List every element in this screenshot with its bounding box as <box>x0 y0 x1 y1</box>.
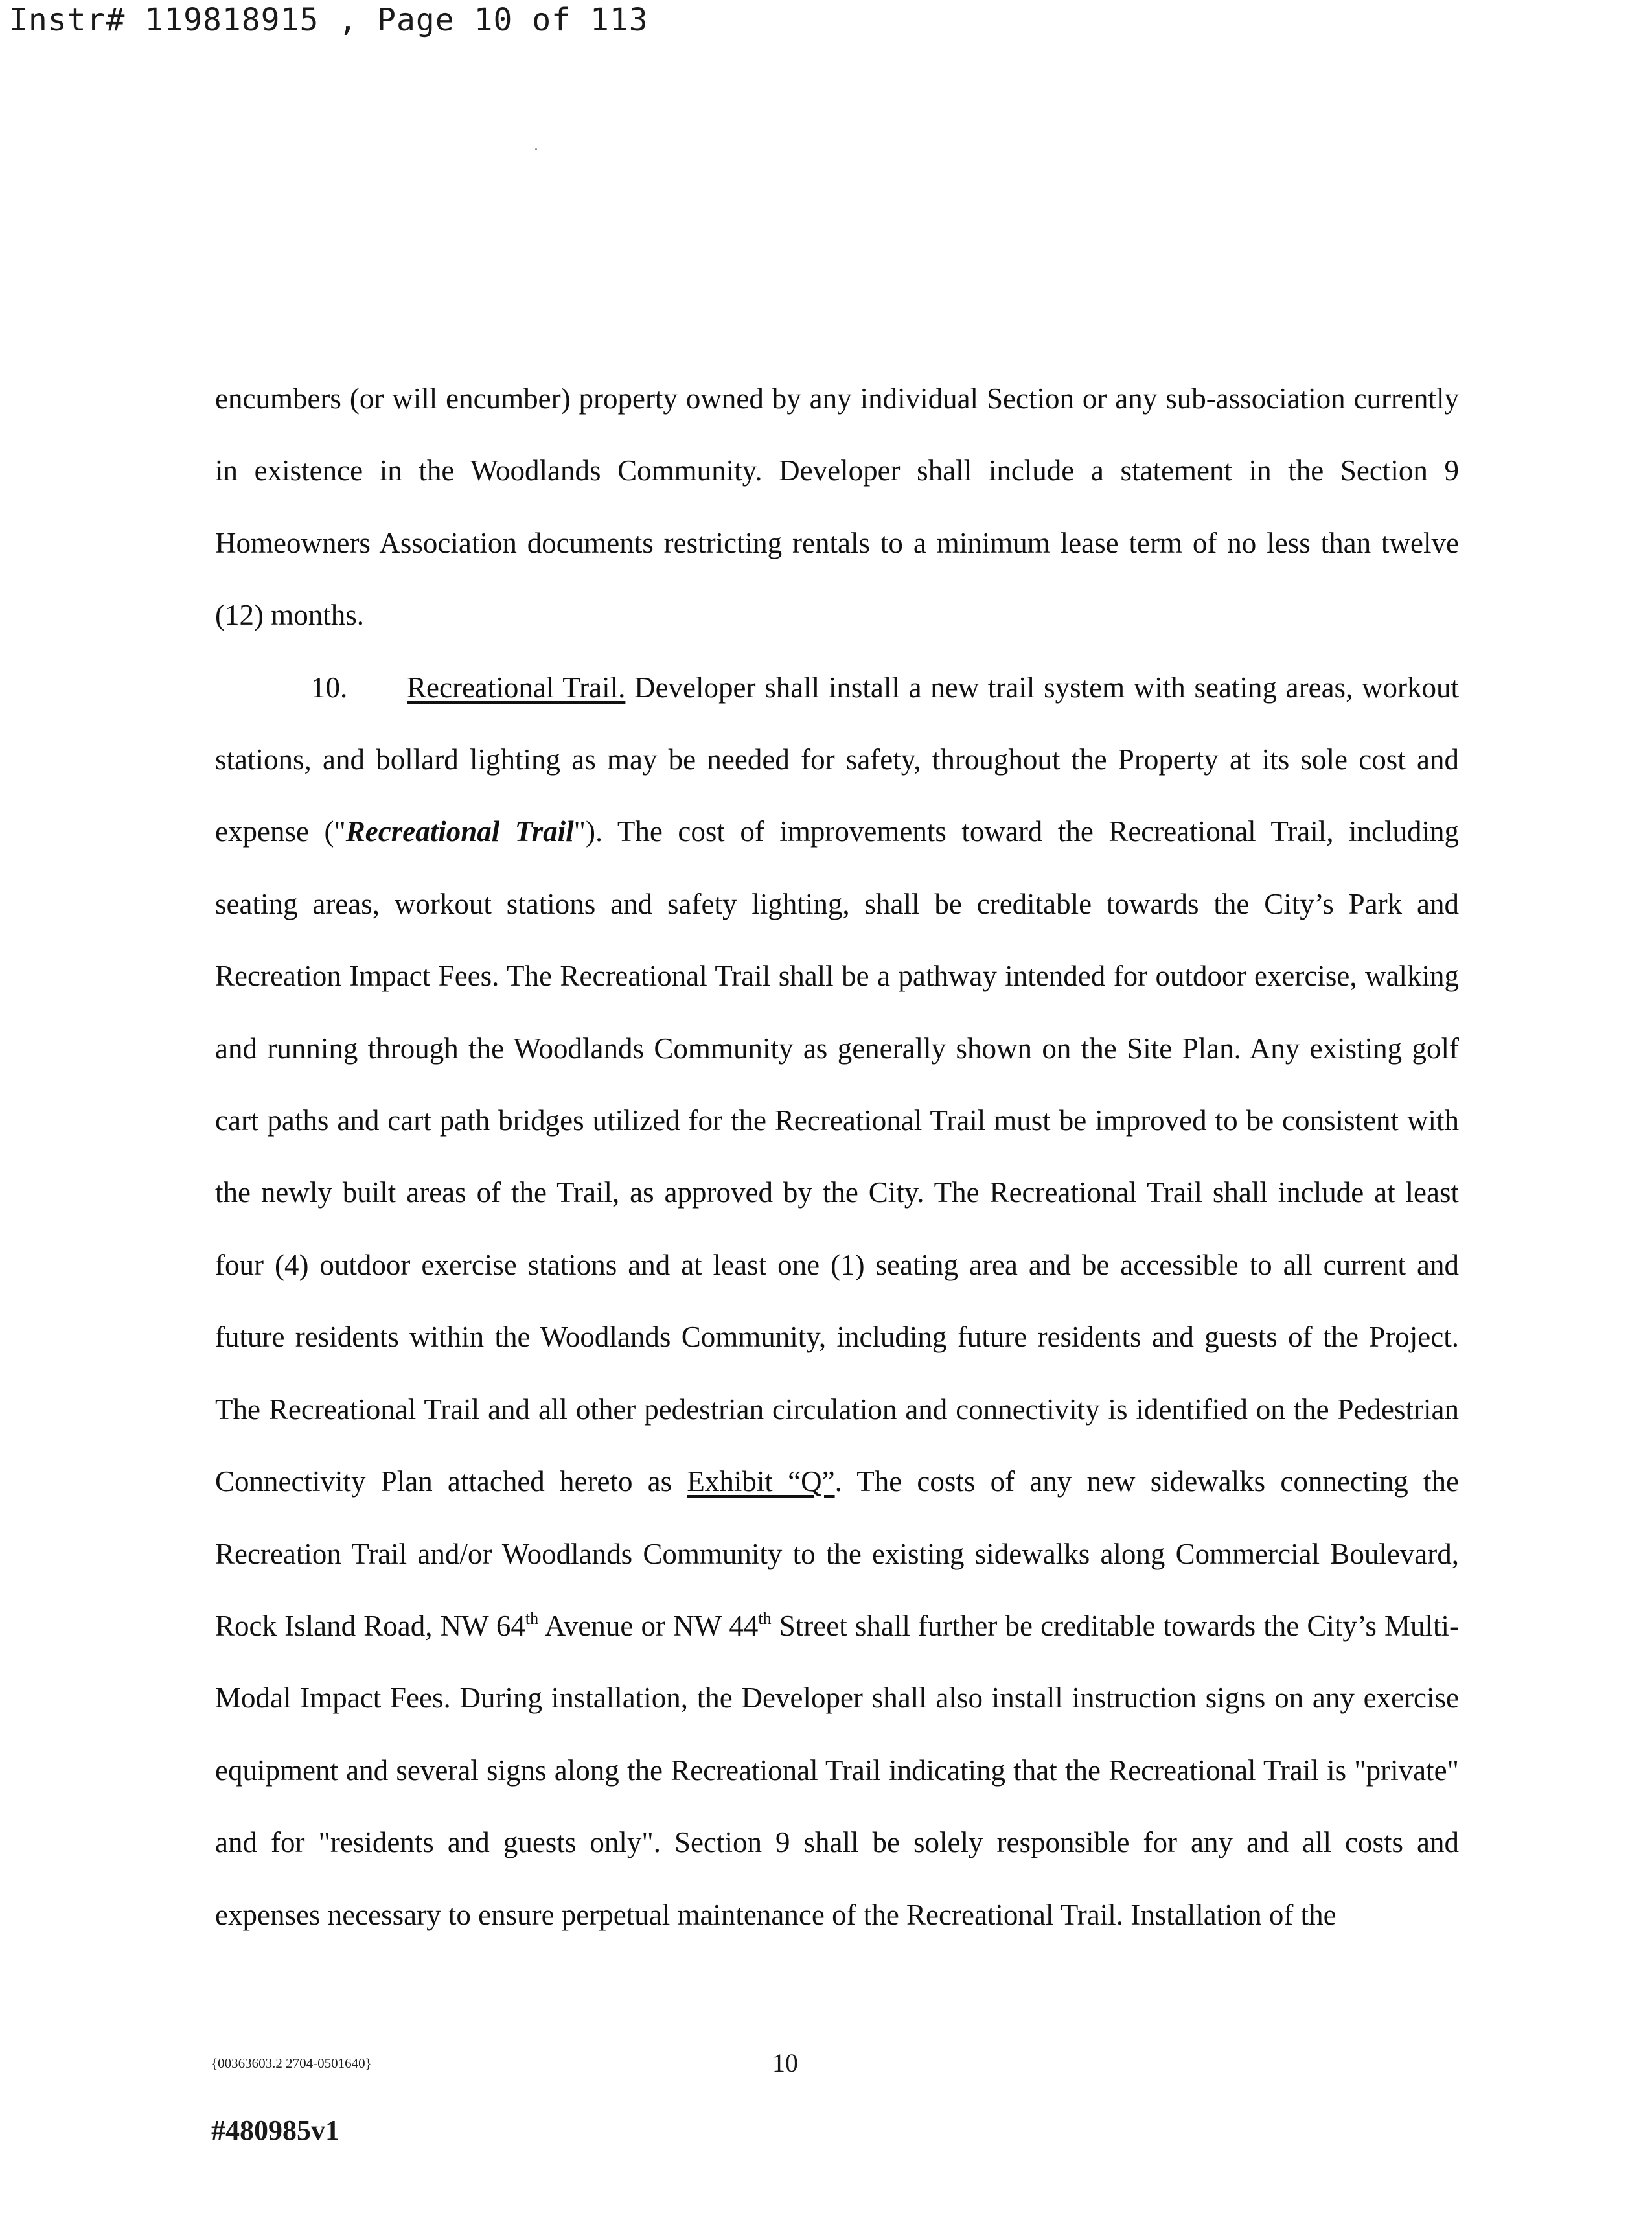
section-text-1: Developer shall install a new trail system with seating areas, workout stations, and bollard lighting as may be needed for safety, throughout the Property at its sole cost and expense (" <box>215 671 1460 848</box>
ordinal-suffix-1: th <box>525 1608 539 1628</box>
section-10-paragraph <box>215 652 1459 1951</box>
section-text-3: . The costs of any new sidewalks connecting the Recreation Trail and/or Woodlands Community to the existing sidewalks along Commercial Boulevard, Rock Island Road, NW 64 <box>215 1465 1460 1642</box>
footer-document-id: {00363603.2 2704-0501640} <box>211 2055 372 2071</box>
continuation-paragraph: encumbers (or will encumber) property owned by any individual Section or any sub-association currently in existence in the Woodlands Community. Developer shall include a statement in the Section 9 Homeowners Association documents restricting rentals to a minimum lease term of no less than twelve (12) months. <box>215 382 1459 632</box>
section-text-4: Avenue or NW 44 <box>538 1609 759 1642</box>
instrument-header: Instr# 119818915 , Page 10 of 113 <box>9 2 648 38</box>
footer-version: #480985v1 <box>211 2114 339 2146</box>
section-text-2: "). The cost of improvements toward the Recreational Trail, including seating areas, workout stations and safety lighting, shall be creditable towards the City’s Park and Recreation Impact Fees. The Recreational Trail shall be a pathway intended for outdoor exercise, walking and running through the Woodlands Community as generally shown on the Site Plan. Any existing golf cart paths and cart path bridges utilized for the Recreational Trail must be improved to be consistent with the newly built areas of the Trail, as approved by the City. The Recreational Trail shall include at least four (4) outdoor exercise stations and at least one (1) seating area and be accessible to all current and future residents within the Woodlands Community, including future residents and guests of the Project. The Recreational Trail and all other pedestrian circulation and connectivity is identified on the Pedestrian Connectivity Plan attached hereto as <box>215 815 1459 1498</box>
exhibit-reference: Exhibit “Q” <box>687 1465 835 1498</box>
document-body <box>215 363 1459 1951</box>
scan-speck <box>535 148 537 150</box>
ordinal-suffix-2: th <box>758 1608 772 1628</box>
page-number: 10 <box>772 2048 798 2077</box>
defined-term: Recreational Trail <box>345 815 574 848</box>
section-number: 10. <box>311 671 348 704</box>
section-text-5: Street shall further be creditable towards the City’s Multi-Modal Impact Fees. During installation, the Developer shall also install instruction signs on any exercise equipment and several signs along the Recreational Trail indicating that the Recreational Trail is "private" and for "residents and guests only". Section 9 shall be solely responsible for any and all costs and expenses necessary to ensure perpetual maintenance of the Recreational Trail. Installation of the <box>215 1609 1460 1931</box>
section-heading: Recreational Trail. <box>407 671 626 704</box>
